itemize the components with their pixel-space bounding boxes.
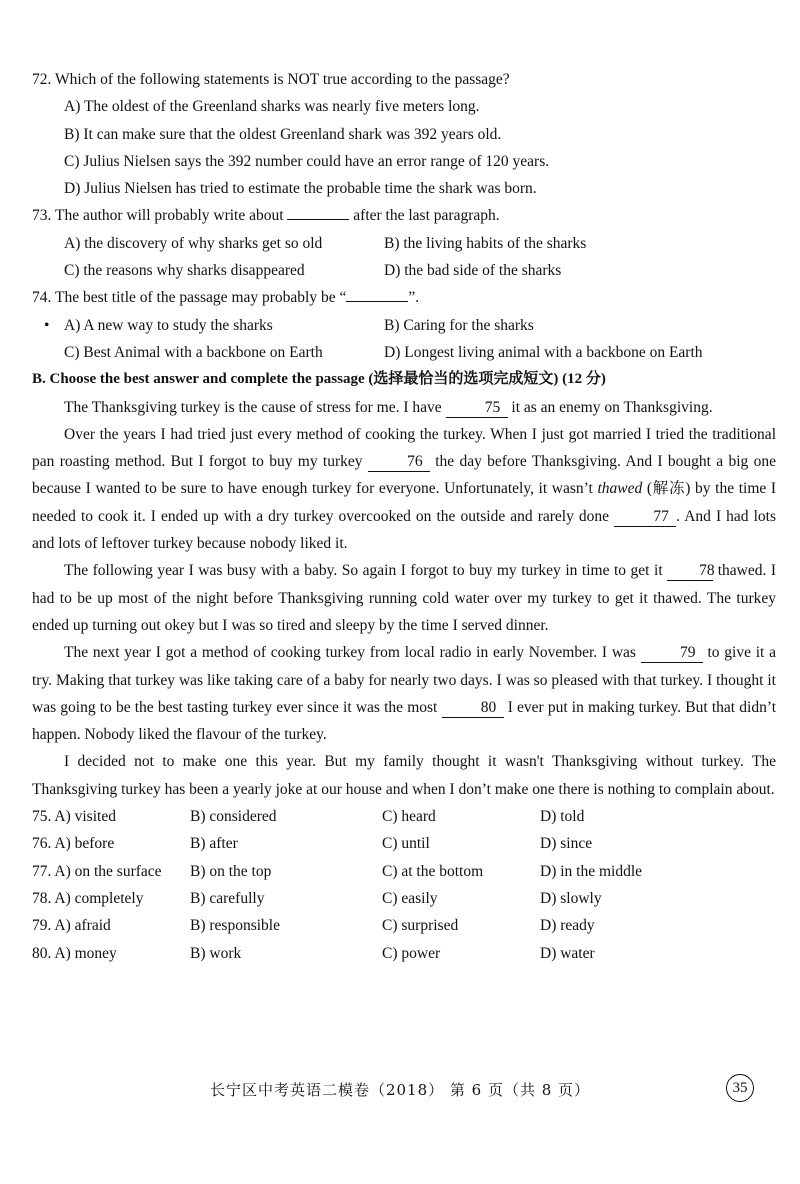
q74-options-row-2	[32, 339, 776, 366]
q73-option-d: D) the bad side of the sharks	[384, 262, 562, 280]
q76-option-d: D) since	[540, 835, 593, 853]
question-row-78	[32, 885, 776, 912]
q80-option-d: D) water	[540, 944, 595, 962]
thawed-translation: (解冻)	[646, 480, 691, 498]
blank-79: 79	[641, 644, 703, 663]
q73-options-row-1	[32, 230, 776, 257]
q79-option-c: C) surprised	[382, 917, 459, 935]
q74-option-d: D) Longest living animal with a backbone on Earth	[384, 343, 703, 361]
q80-option-a: 80. A) money	[32, 944, 117, 962]
p2-text-b: the day before Thanksgiving. And I bought a big one because I wanted to be sure to have enough turkey for everyone. Unfortunately, it wasn’t	[32, 453, 777, 498]
q73-stem-after: after the last paragraph.	[353, 207, 500, 225]
q73-option-a: A) the discovery of why sharks get so old	[64, 234, 323, 252]
q72-option-a: A) The oldest of the Greenland sharks was nearly five meters long.	[64, 98, 480, 116]
passage-paragraph-5: I decided not to make one this year. But my family thought it wasn't Thanksgiving without turkey. The Thanksgiving turkey has been a yearly joke at our house and when I don’t make one there is nothing to complain about.	[32, 753, 776, 798]
q78-option-c: C) easily	[382, 889, 438, 907]
question-row-75	[32, 803, 776, 830]
p4-text-c: I ever put in making turkey. But that didn’t happen. Nobody liked the flavour of the turkey.	[32, 698, 777, 744]
q73-stem-before: 73. The author will probably write about	[32, 207, 284, 225]
q76-option-a: 76. A) before	[32, 835, 115, 853]
thawed-word: thawed	[597, 480, 643, 498]
q72-option-d: D) Julius Nielsen has tried to estimate the probable time the shark was born.	[64, 180, 537, 198]
q75-option-b: B) considered	[190, 808, 277, 826]
question-options-list	[32, 803, 776, 967]
q78-option-a: 78. A) completely	[32, 889, 144, 907]
q74-option-c: C) Best Animal with a backbone on Earth	[64, 343, 323, 361]
blank-76: 76	[368, 453, 430, 472]
q74-options-row-1	[32, 312, 776, 339]
q77-option-b: B) on the top	[190, 862, 272, 880]
q74-answer-blank	[346, 301, 408, 302]
question-row-76	[32, 830, 776, 857]
q74-stem-before: 74. The best title of the passage may probably be “	[32, 289, 347, 307]
page-content	[32, 66, 776, 967]
q79-option-d: D) ready	[540, 917, 595, 935]
q73-stem	[32, 202, 776, 229]
p3-text-b: thawed. I had to be up most of the night before Thanksgiving running cold water over my turkey to get it thawed. The turkey ended up turning out okey but I was so tired and sleepy by the time I served dinner.	[32, 562, 777, 634]
p4-text-b: to give it a try. Making that turkey was like taking care of a baby for nearly two days. I was so pleased with that turkey. I thought it was going to be the best tasting turkey ever since it was the most	[32, 644, 776, 716]
q80-option-c: C) power	[382, 944, 441, 962]
question-row-79	[32, 912, 776, 939]
q75-option-c: C) heard	[382, 808, 436, 826]
p2-text-c: by the time I needed to cook it. I ended up with a dry turkey overcooked on the outside and rarely done	[32, 480, 777, 525]
q77-option-d: D) in the middle	[540, 862, 643, 880]
p2-text-a: Over the years I had tried just every method of cooking the turkey. When I just got married I tried the traditional pan roasting method. But I forgot to buy my turkey	[32, 425, 776, 471]
blank-80: 80	[442, 699, 504, 718]
q77-option-a: 77. A) on the surface	[32, 862, 162, 880]
q74-option-b: B) Caring for the sharks	[384, 316, 534, 334]
q72-stem: 72. Which of the following statements is NOT true according to the passage?	[32, 71, 510, 88]
p2-text-d: . And I had lots and lots of leftover turkey because nobody liked it.	[32, 507, 777, 553]
question-row-80	[32, 940, 776, 967]
q72-option-c: C) Julius Nielsen says the 392 number could have an error range of 120 years.	[64, 152, 550, 170]
page-number-badge: 35	[726, 1074, 754, 1102]
q73-option-c: C) the reasons why sharks disappeared	[64, 262, 305, 280]
q76-option-b: B) after	[190, 835, 238, 853]
q74-stem	[32, 284, 776, 311]
q76-option-c: C) until	[382, 835, 430, 853]
passage-paragraph-1	[32, 394, 776, 421]
passage-paragraph-2	[32, 421, 776, 557]
q73-option-b: B) the living habits of the sharks	[384, 234, 587, 252]
q78-option-b: B) carefully	[190, 889, 265, 907]
p1-text-before: The Thanksgiving turkey is the cause of stress for me. I have	[64, 398, 442, 416]
q73-options-row-2	[32, 257, 776, 284]
p1-text-after: it as an enemy on Thanksgiving.	[511, 398, 713, 416]
blank-77: 77	[614, 508, 676, 527]
stray-mark: •	[44, 316, 50, 334]
section-b-title: B. Choose the best answer and complete the passage (选择最恰当的选项完成短文) (12 分)	[32, 371, 606, 388]
question-row-77	[32, 858, 776, 885]
q75-option-d: D) told	[540, 808, 585, 826]
p3-text-a: The following year I was busy with a baby. So again I forgot to buy my turkey in time to get it	[64, 562, 663, 580]
q79-option-a: 79. A) afraid	[32, 917, 111, 935]
q74-option-a: A) A new way to study the sharks	[64, 316, 273, 334]
q80-option-b: B) work	[190, 944, 242, 962]
passage-paragraph-4	[32, 639, 776, 748]
q78-option-d: D) slowly	[540, 889, 602, 907]
q77-option-c: C) at the bottom	[382, 862, 484, 880]
q74-stem-after: ”.	[408, 289, 420, 307]
page-footer: 长宁区中考英语二模卷（2018） 第 6 页（共 8 页）	[209, 1081, 591, 1099]
q79-option-b: B) responsible	[190, 917, 280, 935]
passage-paragraph-3	[32, 557, 776, 639]
p4-text-a: The next year I got a method of cooking turkey from local radio in early November. I was	[64, 644, 636, 662]
blank-78: 78	[667, 562, 713, 581]
blank-75: 75	[446, 399, 508, 418]
q75-option-a: 75. A) visited	[32, 808, 116, 826]
q73-answer-blank	[287, 219, 349, 220]
q72-option-b: B) It can make sure that the oldest Greenland shark was 392 years old.	[64, 125, 502, 143]
